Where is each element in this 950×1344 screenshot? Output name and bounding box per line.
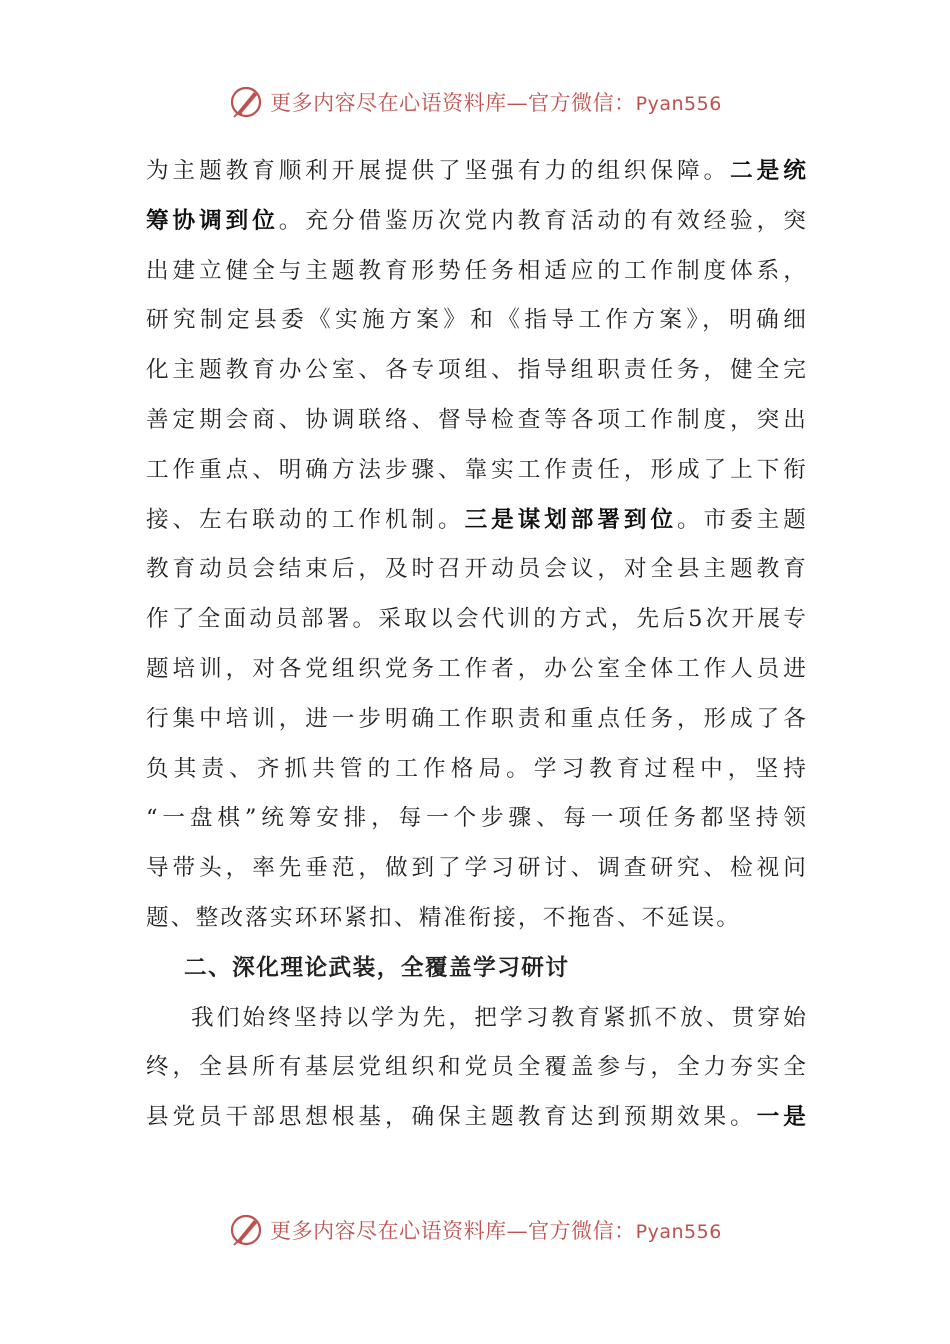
banner-wx-id: Pyan556 (635, 93, 722, 115)
text-line: 作了全面动员部署。采取以会代训的方式，先后5次开展专 (146, 606, 808, 633)
banner-separator: — (506, 91, 529, 115)
banner-wx-id: Pyan556 (635, 1221, 722, 1243)
text-line: 出建立健全与主题教育形势任务相适应的工作制度体系， (146, 257, 808, 284)
text-line: 负其责、齐抓共管的工作格局。学习教育过程中，坚持 (146, 755, 808, 782)
banner-wx-label: 官方微信： (528, 1219, 636, 1243)
banner-main-text: 更多内容尽在心语资料库 (270, 91, 507, 115)
text-line: “一盘棋”统筹安排，每一个步骤、每一项任务都坚持领 (146, 805, 808, 832)
text-line: 终，全县所有基层党组织和党员全覆盖参与，全力夯实全 (146, 1054, 808, 1081)
text-line: 筹协调到位。充分借鉴历次党内教育活动的有效经验，突 (146, 207, 809, 234)
pen-circle-icon (228, 84, 264, 120)
text-line: 为主题教育顺利开展提供了坚强有力的组织保障。二是统 (146, 158, 808, 184)
text-line: 教育动员会结束后，及时召开动员会议，对全县主题教育 (146, 556, 808, 583)
text-line: 善定期会商、协调联络、督导检查等各项工作制度，突出 (146, 406, 808, 433)
pen-circle-icon (228, 1212, 264, 1248)
bold-phrase: 一是 (756, 1104, 808, 1131)
footer-watermark-banner (0, 1210, 950, 1250)
section-heading: 二、深化理论武装，全覆盖学习研讨 (184, 954, 570, 981)
text-line: 接、左右联动的工作机制。三是谋划部署到位。市委主题 (146, 506, 809, 533)
document-body (146, 147, 808, 1143)
text-line: 行集中培训，进一步明确工作职责和重点任务，形成了各 (146, 705, 808, 732)
banner-separator: — (506, 1219, 529, 1243)
text-line: 题、整改落实环环紧扣、精准衔接，不拖沓、不延误。 (146, 904, 742, 931)
bold-phrase: 二是统 (730, 158, 808, 184)
bold-phrase: 三是谋划部署到位 (464, 506, 678, 533)
text-line: 化主题教育办公室、各专项组、指导组职责任务，健全完 (146, 357, 808, 384)
text-line: 题培训，对各党组织党务工作者，办公室全体工作人员进 (146, 655, 808, 682)
text-line: 我们始终坚持以学为先，把学习教育紧抓不放、贯穿始 (191, 1004, 808, 1031)
text-line: 县党员干部思想根基，确保主题教育达到预期效果。一是 (146, 1104, 808, 1131)
banner-wx-label: 官方微信： (528, 91, 636, 115)
text-line: 研究制定县委《实施方案》和《指导工作方案》，明确细 (146, 307, 808, 334)
bold-phrase: 筹协调到位 (146, 207, 279, 234)
text-line: 工作重点、明确方法步骤、靠实工作责任，形成了上下衔 (146, 456, 808, 483)
banner-main-text: 更多内容尽在心语资料库 (270, 1219, 507, 1243)
text-line: 导带头，率先垂范，做到了学习研讨、调查研究、检视问 (146, 855, 808, 882)
header-watermark-banner (0, 82, 950, 122)
